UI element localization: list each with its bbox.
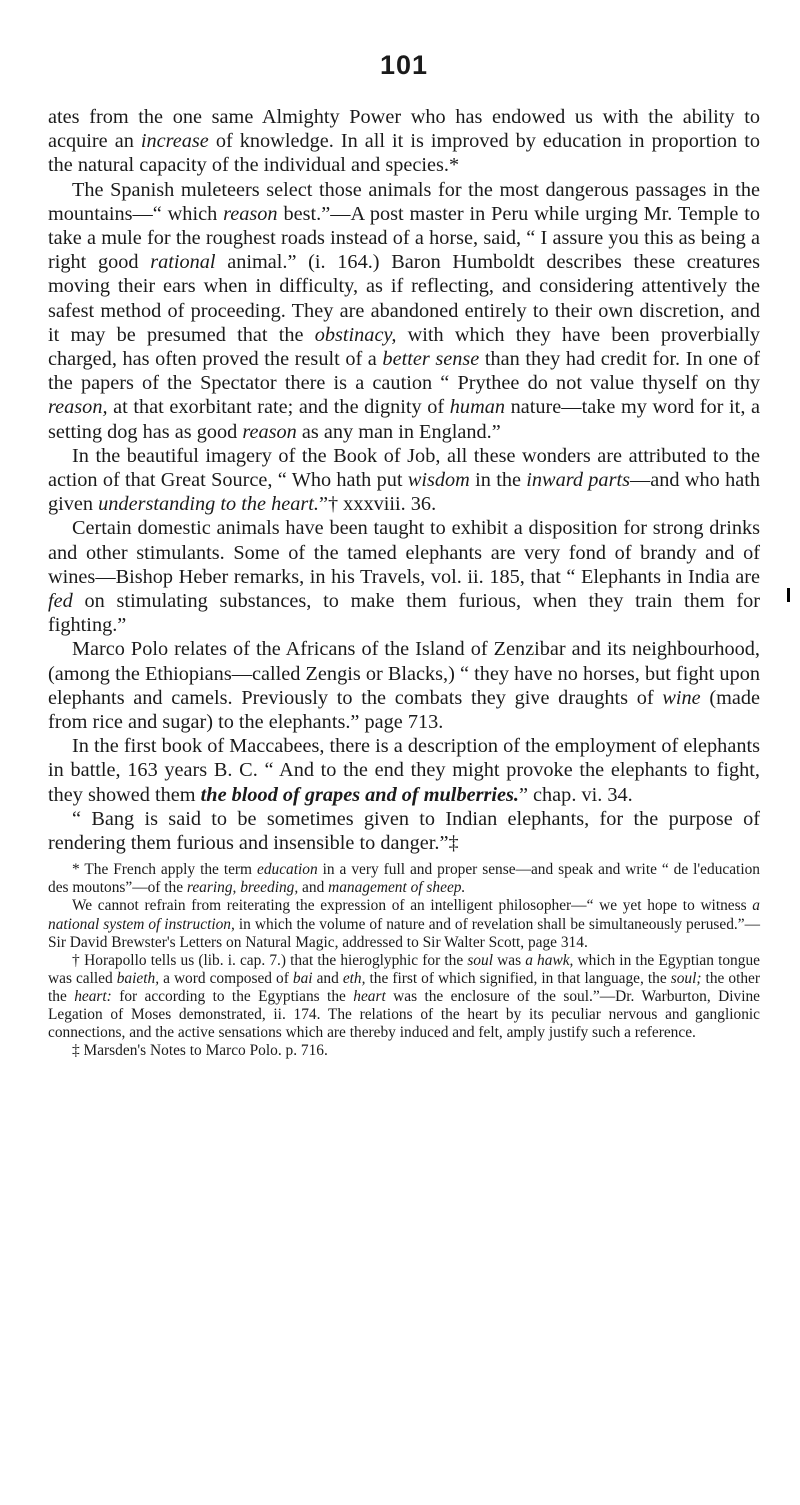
text-run: rearing, breeding, [186, 879, 299, 897]
text-run: increase [140, 130, 209, 153]
text-run: with which they have been proverbially charged, has often proved the result of a [48, 323, 760, 371]
text-run: reason, [48, 396, 108, 419]
text-run: fed [48, 590, 73, 613]
paragraph [48, 516, 760, 637]
text-run: as any man in England.” [296, 420, 501, 443]
text-run: and [312, 969, 343, 987]
text-run: Certain domestic animals have been taught to exhibit a disposition for strong drinks and other stimulants. Some of the tamed elephants are very fond of brandy and of wines—Bishop Heber remarks, in his Travels, vol. ii. 185, that “ Elephants in India are [48, 517, 760, 588]
paragraph [48, 734, 760, 807]
text-run: a national system of instruction, [48, 897, 760, 933]
footnote [48, 897, 760, 951]
text-run: at that exorbitant rate; and the dignity of [107, 396, 450, 419]
text-run: human [449, 396, 505, 419]
paragraph [48, 105, 760, 178]
text-run: bai [292, 969, 313, 987]
text-run: (made from rice and sugar) to the elephants.” page 713. [48, 686, 760, 734]
paragraph [48, 637, 760, 734]
text-run: wine [662, 686, 701, 709]
text-run: soul; [670, 969, 702, 987]
text-run: In the first book of Maccabees, there is a description of the employment of elephants in battle, 163 years B. C. “ And to the end they might provoke the elephants to fight, they showed them [48, 735, 760, 806]
footnote [48, 952, 760, 1042]
text-run: in which the volume of nature and of revelation shall be simultaneously perused.”—Sir David Brewster's Letters on Natural Magic, addressed to Sir Walter Scott, page 314. [48, 915, 760, 951]
text-run: on stimulating substances, to make them furious, when they train them for fighting.” [48, 590, 760, 637]
scan-edge-mark [787, 588, 790, 602]
text-run: ” chap. vi. 34. [518, 783, 633, 806]
book-page [48, 50, 760, 1060]
footnotes [48, 861, 760, 1060]
page-number: 101 [379, 50, 429, 80]
text-run: heart: [74, 987, 112, 1005]
text-run: wisdom [407, 469, 470, 492]
footnote [48, 861, 760, 897]
text-run: ”† xxxviii. 36. [318, 493, 437, 516]
text-run: the blood of grapes and of mulberries. [200, 783, 519, 806]
text-run: ates from the one same Almighty Power who has endowed us with the ability to acquire an [48, 106, 760, 153]
text-run: than they had credit for. In one of the papers of the Spectator there is a caution “ Prythee do not value thyself on thy [48, 348, 760, 395]
text-run: soul [467, 951, 493, 969]
paragraph [48, 444, 760, 517]
text-run: Marco Polo relates of the Africans of the Island of Zenzibar and its neighbourhood, (among the Ethiopians—called Zengis or Blacks,) “ they have no horses, but fight upon elephants and camels. Previously to the combats they give draughts of [48, 638, 760, 709]
paragraph [48, 178, 760, 444]
paragraph [48, 807, 760, 855]
text-run: In the beautiful imagery of the Book of Job, all these wonders are attributed to the action of that Great Source, “ Who hath put [48, 444, 760, 492]
text-run: obstinacy, [314, 323, 397, 346]
text-run: rational [150, 251, 216, 274]
text-run: which in the Egyptian tongue was called [48, 951, 760, 987]
text-run: reason [242, 420, 297, 443]
text-run: in a very full and proper sense—and speak and write “ de l'education des moutons”—of the [48, 861, 761, 897]
text-run: nature—take my word for it, a setting dog has as good [48, 396, 760, 443]
text-run: † Horapollo tells us (lib. i. cap. 7.) that the hieroglyphic for the [72, 951, 468, 969]
text-run: education [256, 861, 318, 879]
text-run: of knowledge. In all it is improved by education in proportion to the natural capacity of the individual and species.* [48, 130, 760, 177]
text-run: animal.” (i. 164.) Baron Humboldt describes these creatures moving their ears when in difficulty, as if reflecting, and considering attentively the safest method of proceeding. They are abandoned entirely to their own discretion, and it may be presumed that the [48, 251, 760, 346]
text-run: We cannot refrain from reiterating the expression of an intelligent philosopher—“ we yet hope to witness [72, 897, 753, 915]
text-run: reason [223, 202, 278, 225]
text-run: better sense [382, 348, 480, 371]
text-run: a hawk, [525, 951, 574, 969]
main-text [48, 105, 760, 855]
footnote [48, 1042, 760, 1060]
text-run: best.”—A post master in Peru while urging Mr. Temple to take a mule for the roughest roads instead of a horse, said, “ I assure you this as being a right good [48, 202, 761, 274]
text-run: and [298, 879, 329, 897]
text-run: ‡ Marsden's Notes to Marco Polo. p. 716. [72, 1042, 328, 1060]
text-run: understanding to the heart. [98, 493, 319, 516]
text-run: eth, [342, 969, 366, 987]
text-run: —and who hath given [48, 469, 760, 516]
text-run: management of sheep. [328, 879, 466, 897]
text-run: a word composed of [159, 969, 293, 987]
text-run: in the [469, 469, 527, 492]
text-run: “ Bang is said to be sometimes given to Indian elephants, for the purpose of rendering them furious and insensible to danger.”‡ [48, 807, 760, 855]
text-run: the other the [48, 969, 760, 1005]
text-run: * The French apply the term [72, 861, 257, 879]
text-run: inward parts [526, 469, 630, 492]
text-run: for according to the Egyptians the [111, 987, 354, 1005]
text-run: baieth, [116, 969, 160, 987]
text-run: was the enclosure of the soul.”—Dr. Warburton, Divine Legation of Moses demonstrated, ii. 174. The relations of the heart by its peculiar nervous and ganglionic connections, and the active sensations which are thereby induced and felt, amply justify such a reference. [48, 987, 760, 1042]
text-run: heart [353, 987, 386, 1005]
text-run: was [492, 951, 526, 969]
text-run: the first of which signified, in that language, the [365, 969, 671, 987]
text-run: The Spanish muleteers select those animals for the most dangerous passages in the mountains—“ which [48, 178, 760, 225]
